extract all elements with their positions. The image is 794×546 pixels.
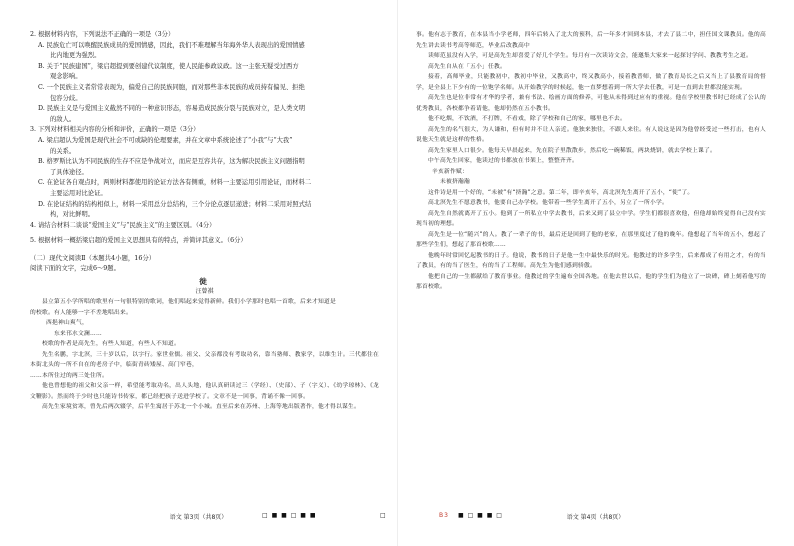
paragraph: 高先生家境贫寒，曾先后两次辍学，后半生寓居于苏北一个小城。直至后来在苏州、上海等地出版著作，他才得以谋生。 — [42, 404, 360, 411]
paragraph: 高先生是一位“随兴”的人。教了一辈子的书，最后还是回到了他的老家，在那里度过了他的晚年。他想起了当年的五小，想起了那些学生们，想起了那首校歌…… — [416, 231, 766, 248]
q2-option-c: C. 一个民族主义者常常表现为，偏爱自己的民族同胞，而对那些非本民族的成员持有偏见、拒绝 — [38, 83, 305, 91]
poem-line: 东来邗水文澜…… — [54, 330, 102, 337]
poem-line: 西挹神山爽气， — [46, 320, 88, 327]
paragraph: 这件诗是用一个好的，“未被”有“挤瀚”之意。第二年，即辛亥年，高北溟先生离开了五小，“徙”了。 — [428, 189, 694, 196]
q3-option-a-cont: 的关系。 — [50, 147, 76, 155]
q3-option-d-cont: 构，对比鲜明。 — [50, 211, 95, 219]
paragraph: 中午高先生回家，他读过的书都放在书架上，整整齐齐。 — [428, 158, 578, 164]
q2-option-d-cont: 的敌人。 — [50, 115, 76, 123]
paragraph: ……本所住过的两三处住所。 — [30, 372, 108, 379]
paragraph: 读师范虽没有入学，可是高先生却喜爱了好几个学生。每月有一次读诗文会，能邀集大家来一起探讨学问、教教考生之道。 — [428, 53, 752, 59]
q3-option-b-cont: 了具体途径。 — [50, 168, 88, 176]
section-heading: （二）现代文阅读Ⅱ（本题共4小题，16分） — [30, 253, 156, 262]
paragraph: 县立第五小学所唱的歌里有一句很特别的歌词，他们唱起来觉得新鲜。我们小学那时也唱一首歌，后来才知道是 — [42, 299, 336, 306]
paragraph: 高先生自从在「五小」任教。 — [428, 63, 506, 70]
q3-option-d: D. 在论证结构的结构相似上，材料一采用总分总结构，三个分论点逐层递进；材料二采用对照式结 — [38, 200, 312, 208]
q4: 4. 请结合材料二谈谈“爱国主义”与“民族主义”的主要区别。（4分） — [30, 221, 216, 229]
q2-option-b-cont: 观念影响。 — [50, 73, 82, 81]
q2-option-d: D. 民族主义是与爱国主义截然不同的一种意识形态，容易造成民族分裂与民族对立，是人类文明 — [38, 105, 305, 113]
article-title: 徙 — [199, 277, 210, 287]
scan-marks-center: □ — [380, 512, 387, 519]
footer-page-number-right: 语文 第4页（共8页） — [566, 514, 625, 521]
article-author: 汪曾祺 — [195, 288, 214, 296]
page-right — [397, 0, 794, 546]
q3-option-b: B. 格罗斯比认为不同民族的生存不应是争战对立，而应是互容共存，这为解决民族主义问题指明 — [38, 158, 305, 166]
footer-page-number-left: 语文 第3页（共8页） — [169, 514, 228, 521]
q3-stem: 3. 下列对材料相关内容的分析和评价，正确的一项是（3分） — [30, 126, 200, 134]
paragraph: 高先生家里人口很少。他每天早晨起来，先在院子里散散步，然后吃一碗稀饭，两块烧饼，就去学校上课了。 — [428, 147, 716, 154]
paragraph: 他不吃烟，不饮酒，不打牌，不看戏，除了学校和自己的家，哪里也不去。 — [428, 116, 626, 122]
paragraph: 他晚年时常回忆起教书的日子。他说，教书的日子是他一生中最快乐的时光。他教过的许多学生，后来都成了有用之才，有的当了教员，有的当了医生，有的当了工程师。高先生为他们感到骄傲。 — [416, 252, 766, 269]
paragraph: 校歌的作者是高先生，有些人知道，有些人不知道。 — [42, 341, 180, 348]
paragraph: 高先生自然就离开了五小。他到了一所私立中学去教书，后来又到了县立中学。学生们都很喜欢他，但他却始终觉得自己没有实现当初的理想。 — [416, 210, 766, 227]
q2-stem: 2. 根据材料内容，下列说法不正确的一项是（3分） — [30, 31, 175, 38]
q3-option-c: C. 在论证各自观点时，两则材料都使用的论证方法各有侧重，材料一主要运用引用论证，而材料二 — [38, 179, 312, 187]
scan-marks-right: ■ □ ■ ■ □ — [458, 512, 503, 519]
q5: 5. 根据材料一概括梁启超的爱国主义思想具有的特点，并简评其意义。（6分） — [30, 237, 247, 245]
q2-option-a-cont: 比内地更为强烈。 — [50, 52, 101, 60]
q3-option-c-cont: 主要运用对比论证。 — [50, 189, 107, 197]
reading-instruction: 阅读下面的文字，完成6～9题。 — [30, 264, 120, 272]
paragraph: 高先生的名气很大，为人谦和，但有时并不让人亲近。他独来独往，不跟人来往。有人说这是因为他曾经受过一些打击，也有人说他天生就是这样的性格。 — [416, 126, 766, 143]
paragraph: 他也曾想他的祖父和父亲一样，希望能考取功名，出人头地，他认真研读过三（学经）、（史部）、子（字义）、《幼学琼林》、《龙文鞭影》。然而终于少时也只能诗书传家，都已经把孩子送进学校了。文章不是一回事，背诵不像一回事。 — [30, 383, 379, 400]
q2-option-a: A. 民族危亡可以唤醒民族成员的爱国情感，因此，我们不难理解当年海外华人表现出的爱国情感 — [38, 41, 305, 49]
paragraph: 他把自己的一生都献给了教育事业。他教过的学生遍布全国各地。在他去世以后，他的学生们为他立了一块碑，碑上刻着他写的那首校歌。 — [416, 273, 766, 290]
poem-line: 未被挤瀚瀚 — [440, 179, 470, 185]
paragraph: 接着，高师毕业，只能教初中，教初中毕业，又教高中，终又教高小，接着教普师，做了教育局长之后又当上了县教育局的督学，是全县上下少有的一位饱学名师。从开始教学的时候起，他一直梦想着到一所大学去任教，可是一直到去世都没能实现。 — [416, 74, 766, 91]
q3-option-a: A. 梁启超认为爱国是现代社会不可或缺的伦理要素，并在文章中系统论述了“小我”与“大我” — [38, 136, 293, 144]
exam-code: B3 — [439, 512, 449, 519]
paragraph: 高北溟先生不愿意教书，他要自己办学校。他带着一些学生离开了五小，另立了一所小学。 — [428, 200, 668, 206]
paragraph: 的校歌。有人能够一字不差地唱出来。 — [30, 309, 132, 316]
paragraph: 事。他有志于教育，在本县当小学老师，四年后转入了北大的预科，后一年多才回到本县，才去了县二中，担任国文课教员。他的高先生讲去读书考高等师范，毕业后改教高中 — [416, 32, 766, 49]
poem-line: 辛亥新作赋： — [432, 168, 468, 175]
paragraph: 高先生也是位非常有才华的学者，兼有书法、绘画方面的修养，可他从未得到过应有的重视。他在学校里教书时已经成了公认的优秀教员，各校都争着请他，他却仍然在五小教书。 — [416, 95, 766, 112]
q2-option-c-cont: 包容分歧。 — [50, 94, 82, 102]
scan-marks-left: □ ■ ■ □ ■ ■ — [262, 512, 317, 519]
q2-option-b: B. 关于“民族建国”，梁启超提到要创建代议制度，使人民能参政议政。这一主张无疑受过西方 — [38, 62, 299, 70]
paragraph: 先生名鹏，字北溟，三十岁以后，以字行。家世业儒。祖父、父亲都没有考取功名，靠当塾师、教家学，以维生计。三代都住在本街北头的一所不自在的老房子中，临街青砖矮屋、高门窄巷， — [30, 351, 379, 369]
